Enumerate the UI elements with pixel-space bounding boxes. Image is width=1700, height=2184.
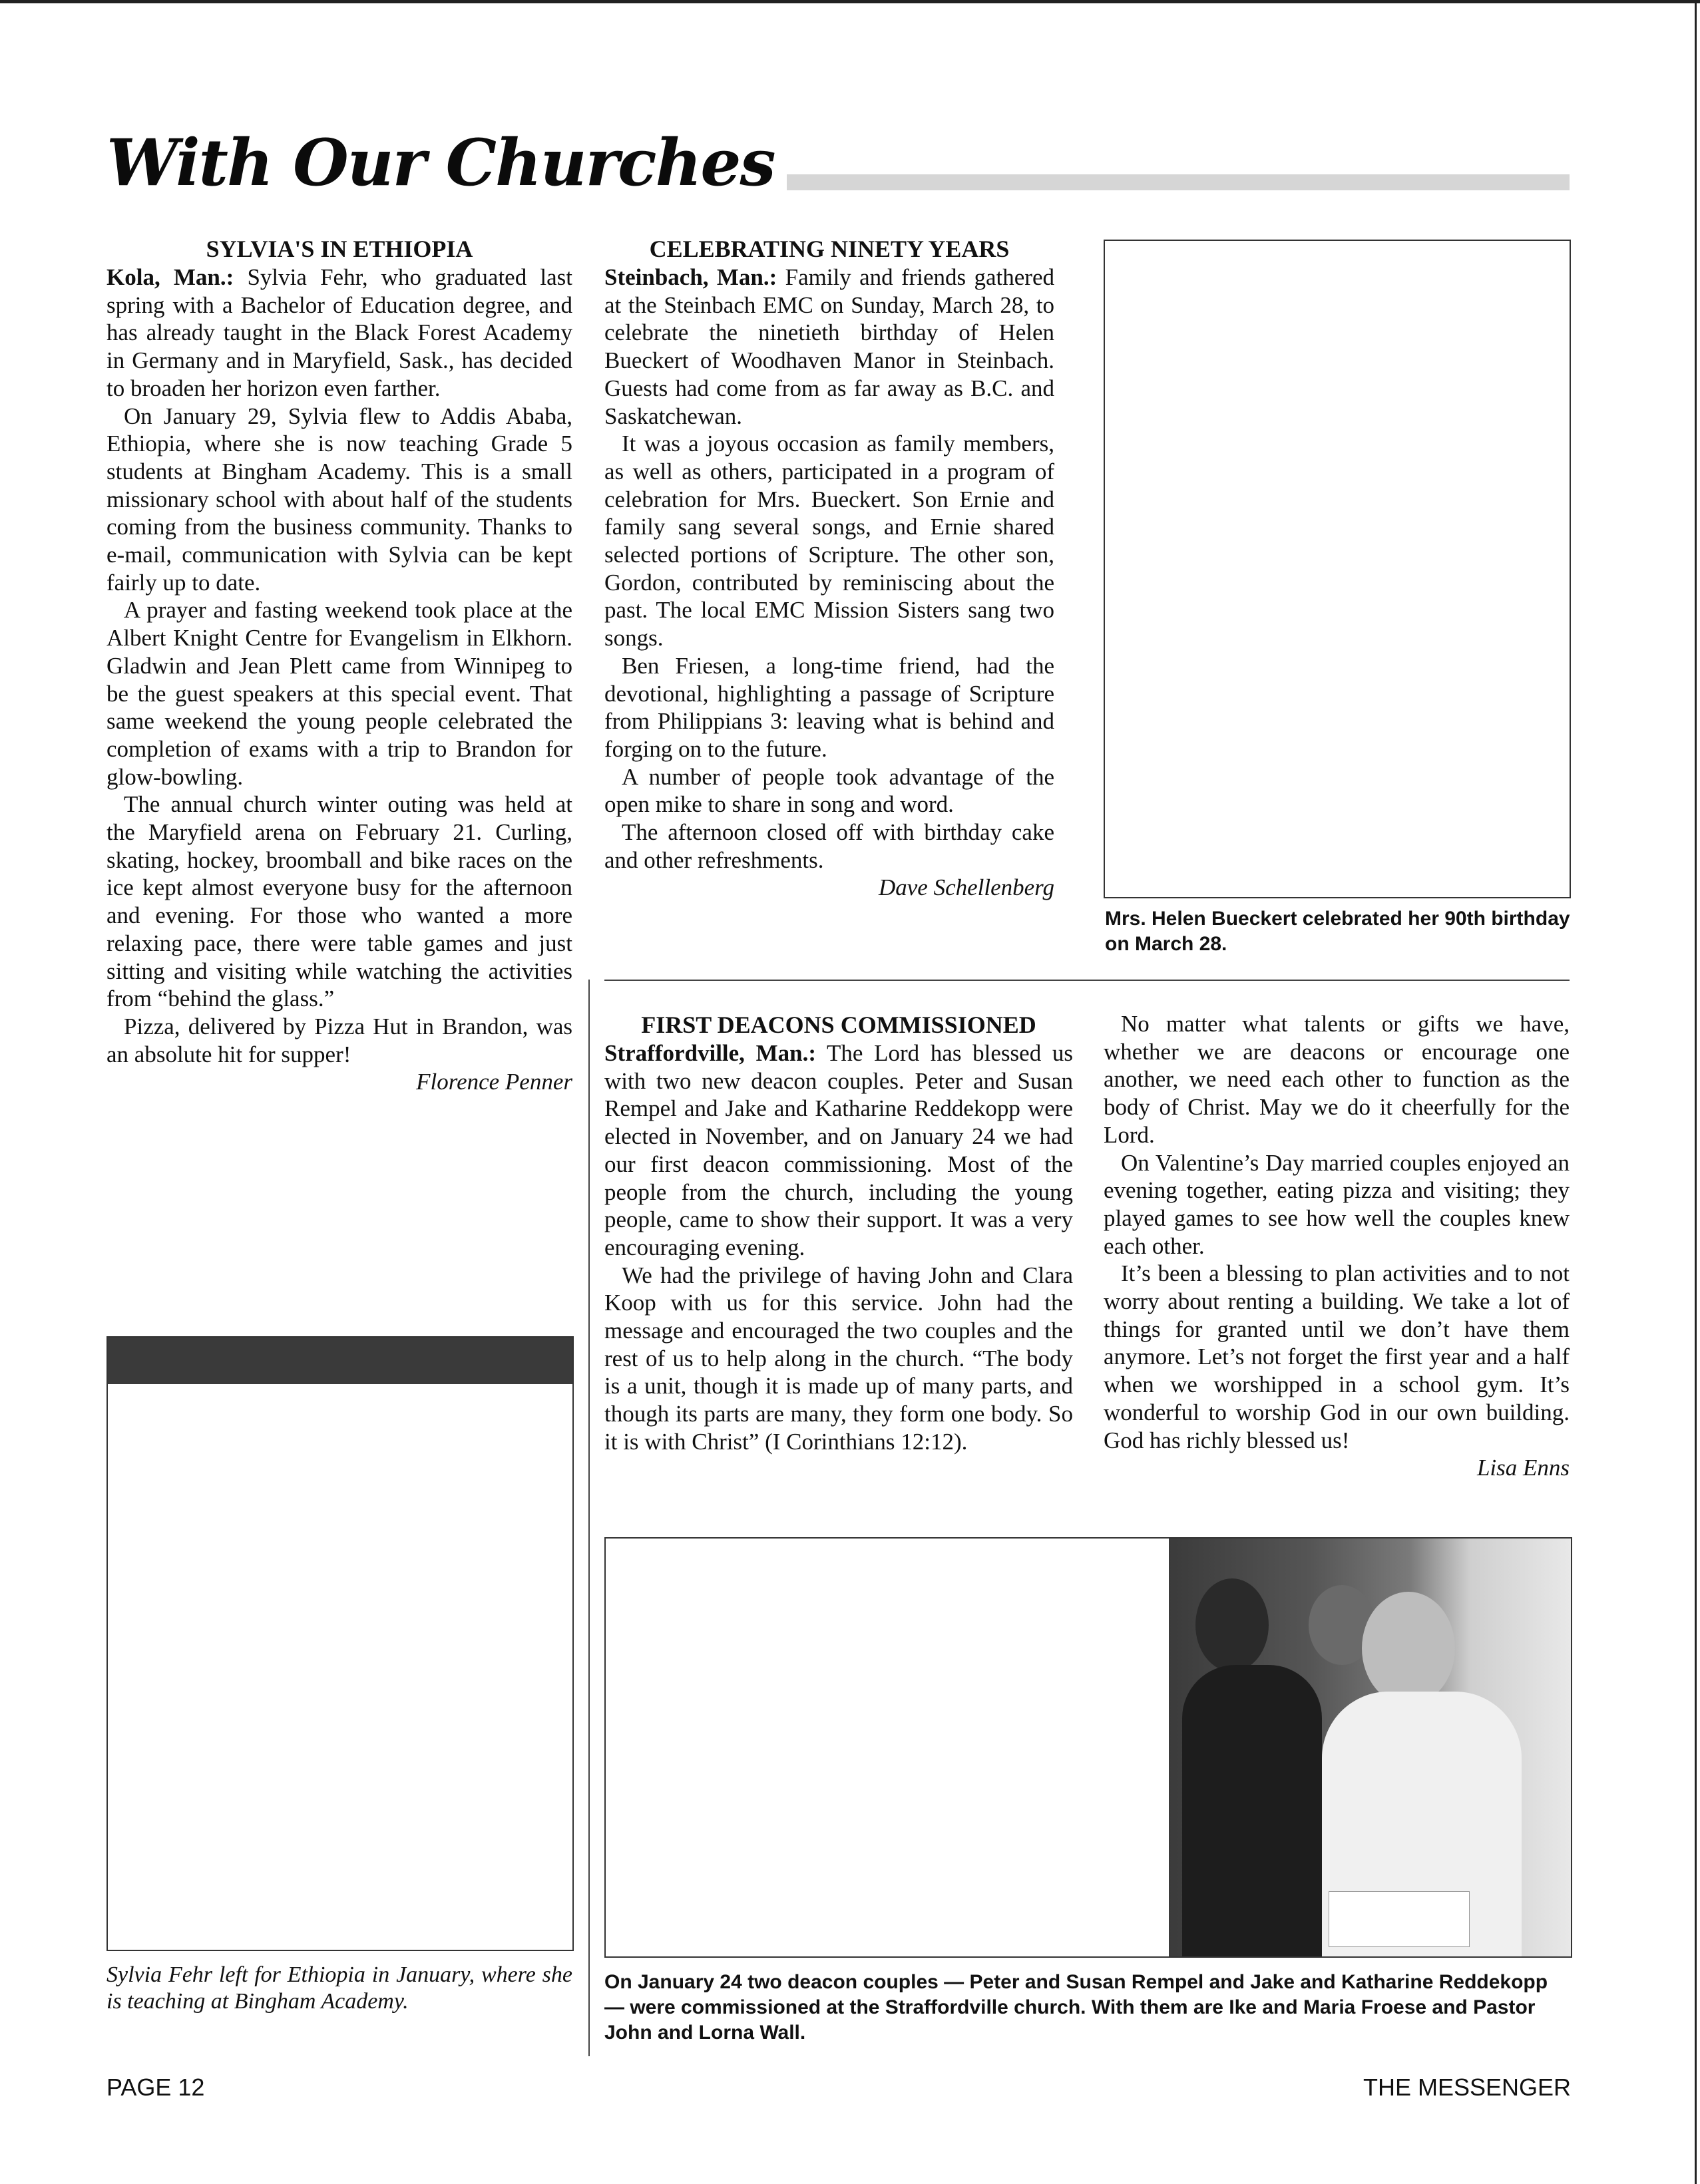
- article-paragraph: A prayer and fasting weekend took place at the Albert Knight Centre for Evangelism in Elkhorn. Gladwin and Jean Plett came from Winnipeg to be the guest speakers at this special event. That same weekend the young people celebrated the completion of exams with a trip to Brandon for glow-bowling.: [106, 597, 572, 790]
- paragraph-text: Sylvia Fehr, who graduated last spring with a Bachelor of Education degree, and has already taught in the Black Forest Academy in Germany and in Maryfield, Sask., has decided to broaden her horizon even farther.: [106, 264, 572, 401]
- article-paragraph: Pizza, delivered by Pizza Hut in Brandon, was an absolute hit for supper!: [106, 1013, 572, 1067]
- person-head: [1362, 1592, 1455, 1705]
- article-paragraph: It’s been a blessing to plan activities and to not worry about renting a building. We take a lot of things for granted until we don’t have them anymore. Let’s not forget the first year and a half when we worshipped in a school gym. It’s wonderful to worship God in our own building. God has richly blessed us!: [1104, 1260, 1570, 1453]
- article-paragraph: It was a joyous occasion as family members, as well as others, participated in a program of celebration for Mrs. Bueckert. Son Ernie and family sang several songs, and Ernie shared selected portions of Scripture. The other son, Gordon, contributed by reminiscing about the past. The local EMC Mission Sisters sang two songs.: [604, 431, 1054, 651]
- dateline: Steinbach, Man.:: [604, 264, 777, 290]
- paragraph-text: The Lord has blessed us with two new deacon couples. Peter and Susan Rempel and Jake and Katharine Reddekopp were elected in November, and on January 24 we had our first deacon commissioning. Most of the people from the church, including the young people, came to show their support. It was a very encouraging evening.: [604, 1040, 1073, 1260]
- sylvia-photo: [106, 1336, 574, 1951]
- story-divider: [604, 980, 1570, 981]
- article-paragraph: We had the privilege of having John and Clara Koop with us for this service. John had the message and encouraged the two couples and the rest of us to help along in the church. “The body is a unit, though it is made up of many parts, and though its parts are many, they form one body. So it is with Christ” (I Corinthians 12:12).: [604, 1262, 1073, 1455]
- article-paragraph: [604, 264, 1054, 430]
- article-paragraph: [604, 1039, 1073, 1262]
- article-paragraph: Ben Friesen, a long-time friend, had the devotional, highlighting a passage of Scripture from Philippians 3: leaving what is behind and forging on to the future.: [604, 652, 1054, 762]
- article-sylvia: [106, 234, 572, 1096]
- page-border-top: [0, 0, 1700, 3]
- byline: Florence Penner: [416, 1069, 572, 1095]
- masthead-title: With Our Churches: [106, 126, 787, 200]
- photo-caption-bueckert: Mrs. Helen Bueckert celebrated her 90th birthday on March 28.: [1105, 908, 1570, 955]
- article-paragraph: On January 29, Sylvia flew to Addis Ababa, Ethiopia, where she is now teaching Grade 5 students at Bingham Academy. This is a small missionary school with about half of the students coming from the business community. Thanks to e-mail, communication with Sylvia can be kept fairly up to date.: [106, 403, 572, 596]
- article-heading: CELEBRATING NINETY YEARS: [649, 236, 1010, 262]
- article-paragraph: On Valentine’s Day married couples enjoyed an evening together, eating pizza and visiting; they played games to see how well the couples knew each other.: [1104, 1149, 1570, 1259]
- bueckert-photo: [1104, 240, 1571, 898]
- photo-blank-patch: [1329, 1891, 1470, 1947]
- photo-caption-deacons: On January 24 two deacon couples — Peter and Susan Rempel and Jake and Katharine Reddekopp — were commissioned at the Straffordville church. With them are Ike and Maria Froese and Pastor John and Lorna Wall.: [604, 1971, 1548, 2044]
- article-paragraph: A number of people took advantage of the open mike to share in song and word.: [604, 763, 1054, 818]
- person-head: [1195, 1578, 1269, 1672]
- column-rule: [588, 980, 590, 2056]
- byline: Lisa Enns: [1476, 1455, 1570, 1481]
- article-heading: SYLVIA'S IN ETHIOPIA: [206, 236, 473, 262]
- article-paragraph: The afternoon closed off with birthday cake and other refreshments.: [604, 819, 1054, 873]
- dateline: Straffordville, Man.:: [604, 1040, 816, 1066]
- photo-dark-strip: [108, 1338, 572, 1384]
- paragraph-text: Family and friends gathered at the Steinbach EMC on Sunday, March 28, to celebrate the ninetieth birthday of Helen Bueckert of Woodhaven Manor in Steinbach. Guests had come from as far away as B.C. and Saskatchewan.: [604, 264, 1054, 429]
- deacons-photo: [604, 1537, 1572, 1958]
- page-number: PAGE 12: [106, 2074, 205, 2101]
- article-heading: FIRST DEACONS COMMISSIONED: [641, 1011, 1036, 1038]
- publication-name: THE MESSENGER: [1363, 2074, 1571, 2101]
- photo-caption-sylvia: Sylvia Fehr left for Ethiopia in January, where she is teaching at Bingham Academy.: [106, 1962, 572, 2014]
- article-deacons: [604, 1010, 1073, 1456]
- person-body: [1182, 1665, 1322, 1956]
- article-paragraph: The annual church winter outing was held at the Maryfield arena on February 21. Curling, skating, hockey, broomball and bike races on the ice kept almost everyone busy for the afternoon and evening. For those who wanted a more relaxing pace, there were table games and just sitting and visiting while watching the activities from “behind the glass.”: [106, 791, 572, 1012]
- article-ninety: [604, 234, 1054, 902]
- page-border-right: [1695, 0, 1697, 2184]
- byline: Dave Schellenberg: [878, 874, 1054, 901]
- photo-people-area: [1169, 1539, 1571, 1956]
- article-paragraph: [106, 264, 572, 403]
- article-deacons-continued: [1104, 1010, 1570, 1482]
- dateline: Kola, Man.:: [106, 264, 234, 290]
- article-paragraph: No matter what talents or gifts we have, whether we are deacons or encourage one another, we need each other to function as the body of Christ. May we do it cheerfully for the Lord.: [1104, 1011, 1570, 1148]
